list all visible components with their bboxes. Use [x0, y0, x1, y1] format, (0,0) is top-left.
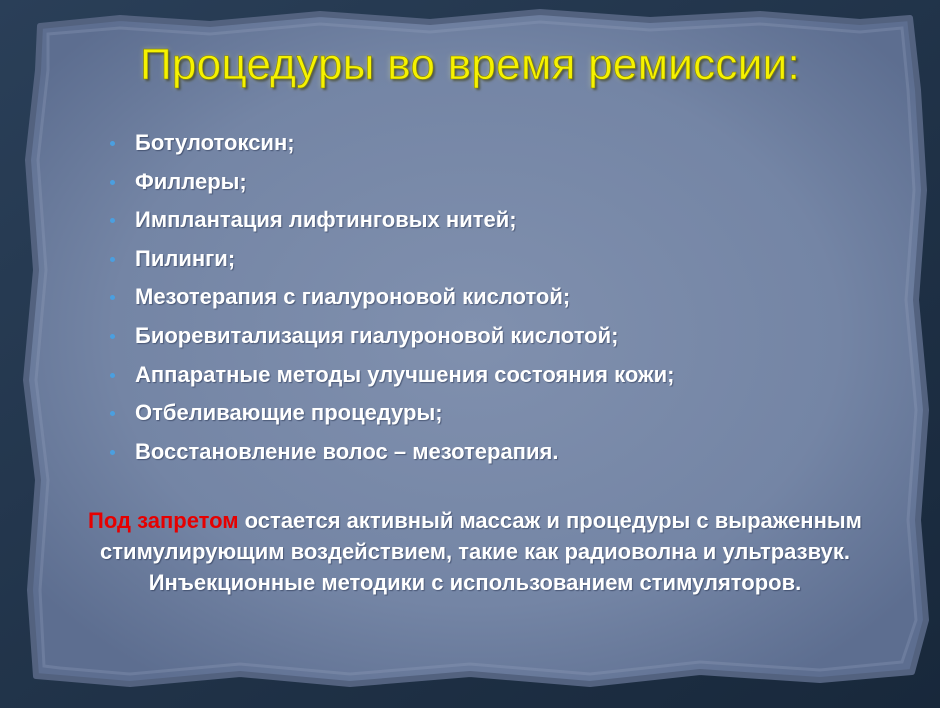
list-item [100, 201, 674, 240]
list-item-text: Пилинги; [135, 245, 236, 271]
list-item-text: Отбеливающие процедуры; [135, 400, 443, 426]
bullet-icon [110, 141, 115, 146]
list-item [100, 278, 674, 317]
bullet-icon [110, 334, 115, 339]
bullet-icon [110, 295, 115, 300]
bullet-icon [110, 450, 115, 455]
restriction-note [80, 505, 870, 598]
restriction-text: остается активный массаж и процедуры с выраженным стимулирующим воздействием, такие как радиоволна и ультразвук. Инъекционные методики с использованием стимуляторов. [100, 508, 862, 595]
slide-title: Процедуры во время ремиссии: [139, 40, 801, 89]
list-item-text: Биоревитализация гиалуроновой кислотой; [135, 322, 619, 348]
bullet-icon [110, 257, 115, 262]
list-item-text: Восстановление волос – мезотерапия. [135, 438, 559, 464]
list-item-text: Филлеры; [135, 168, 247, 194]
list-item [100, 394, 674, 433]
list-item [100, 163, 674, 202]
list-item-text: Имплантация лифтинговых нитей; [135, 207, 517, 233]
restriction-highlight: Под запретом [88, 508, 239, 533]
list-item-text: Ботулотоксин; [135, 130, 295, 155]
bullet-icon [110, 411, 115, 416]
bullet-icon [110, 218, 115, 223]
bullet-icon [110, 180, 115, 185]
list-item [100, 317, 674, 356]
procedure-list [100, 124, 674, 471]
list-item [100, 124, 674, 163]
bullet-icon [110, 373, 115, 378]
list-item-text: Аппаратные методы улучшения состояния кожи; [135, 361, 675, 387]
list-item [100, 356, 674, 395]
list-item-text: Мезотерапия с гиалуроновой кислотой; [135, 284, 571, 310]
list-item [100, 433, 674, 472]
list-item [100, 240, 674, 279]
